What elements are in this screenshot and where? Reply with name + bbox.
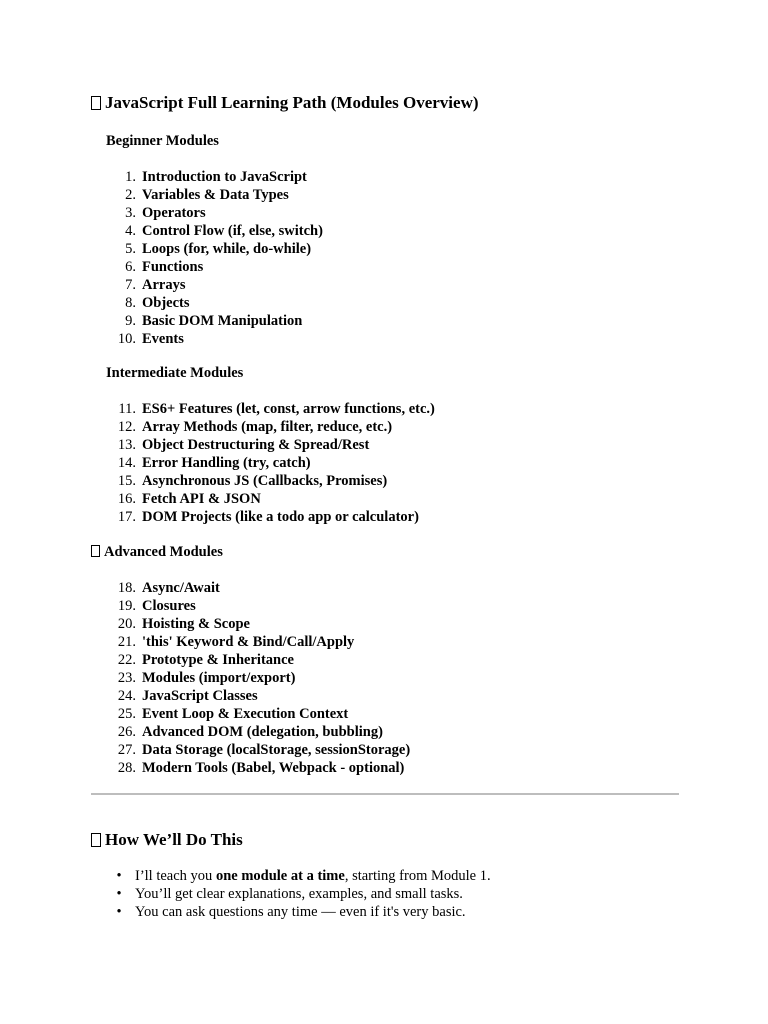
list-item-number: 1. xyxy=(125,169,136,185)
emoji-placeholder-icon xyxy=(91,96,101,110)
list-item xyxy=(91,669,410,687)
how-list-block xyxy=(91,867,491,921)
list-item xyxy=(91,418,435,436)
beginner-list-block xyxy=(91,168,323,348)
list-item-number: 20. xyxy=(117,616,136,632)
list-item xyxy=(91,759,410,777)
title-block xyxy=(91,92,479,114)
list-item xyxy=(91,312,323,330)
list-item-label: Error Handling (try, catch) xyxy=(142,455,311,471)
list-item-label: 'this' Keyword & Bind/Call/Apply xyxy=(142,634,355,650)
list-item-label: Objects xyxy=(142,295,190,311)
list-item-number: 5. xyxy=(125,241,136,257)
list-item-number: 8. xyxy=(125,295,136,311)
list-item xyxy=(91,294,323,312)
list-item-label: Object Destructuring & Spread/Rest xyxy=(142,437,370,453)
list-item xyxy=(91,687,410,705)
page-title-text: JavaScript Full Learning Path (Modules Overview) xyxy=(105,93,479,112)
list-item-label: Hoisting & Scope xyxy=(142,616,250,632)
list-item xyxy=(91,615,410,633)
beginner-heading: Beginner Modules xyxy=(106,133,219,149)
list-item xyxy=(91,276,323,294)
list-item-label: JavaScript Classes xyxy=(142,688,258,704)
list-item-label: Closures xyxy=(142,598,196,614)
list-item xyxy=(91,705,410,723)
list-item-number: 22. xyxy=(117,652,136,668)
list-item-label: DOM Projects (like a todo app or calculator) xyxy=(142,509,419,525)
list-item-number: 12. xyxy=(117,419,136,435)
advanced-heading xyxy=(91,543,223,561)
list-item-number: 26. xyxy=(117,724,136,740)
list-item-label: Data Storage (localStorage, sessionStorage) xyxy=(142,742,411,758)
advanced-heading-text: Advanced Modules xyxy=(104,544,223,560)
advanced-list-block xyxy=(91,579,410,777)
list-item-label: Modern Tools (Babel, Webpack - optional) xyxy=(142,760,405,776)
list-item-label: Introduction to JavaScript xyxy=(142,169,307,185)
list-item-number: 6. xyxy=(125,259,136,275)
list-item-label: ES6+ Features (let, const, arrow functions, etc.) xyxy=(142,401,435,417)
list-item-number: 14. xyxy=(117,455,136,471)
list-item-number: 13. xyxy=(117,437,136,453)
list-item-label: Array Methods (map, filter, reduce, etc.) xyxy=(142,419,393,435)
list-item-number: 2. xyxy=(125,187,136,203)
list-item-label: Events xyxy=(142,331,184,347)
list-item xyxy=(91,633,410,651)
list-item-label: Loops (for, while, do-while) xyxy=(142,241,312,257)
how-heading-text: How We’ll Do This xyxy=(105,830,243,849)
horizontal-rule xyxy=(91,793,679,795)
list-item xyxy=(91,723,410,741)
how-list xyxy=(91,867,491,921)
list-item xyxy=(91,579,410,597)
list-item xyxy=(91,400,435,418)
bullet-text: You’ll get clear explanations, examples, and small tasks. xyxy=(135,886,463,902)
emoji-placeholder-icon xyxy=(91,833,101,847)
list-item-number: 15. xyxy=(117,473,136,489)
list-item xyxy=(91,330,323,348)
list-item-number: 16. xyxy=(117,491,136,507)
list-item xyxy=(91,204,323,222)
how-heading xyxy=(91,829,243,851)
list-item-number: 7. xyxy=(125,277,136,293)
list-item-number: 19. xyxy=(117,598,136,614)
list-item-number: 27. xyxy=(117,742,136,758)
bullet-icon: • xyxy=(116,904,122,920)
intermediate-list xyxy=(91,400,435,526)
list-item-number: 17. xyxy=(117,509,136,525)
list-item xyxy=(91,741,410,759)
list-item-number: 21. xyxy=(117,634,136,650)
bullet-text-post: , starting from Module 1. xyxy=(344,868,491,884)
list-item xyxy=(91,240,323,258)
list-item xyxy=(91,885,491,903)
intermediate-heading-block xyxy=(106,364,243,382)
list-item-label: Asynchronous JS (Callbacks, Promises) xyxy=(142,473,388,489)
list-item-number: 18. xyxy=(117,580,136,596)
list-item-number: 4. xyxy=(125,223,136,239)
advanced-list xyxy=(91,579,410,777)
bullet-text: You can ask questions any time — even if it's very basic. xyxy=(135,904,466,920)
list-item xyxy=(91,168,323,186)
list-item-number: 11. xyxy=(118,401,136,417)
list-item xyxy=(91,903,491,921)
list-item-number: 28. xyxy=(117,760,136,776)
list-item xyxy=(91,508,435,526)
list-item-label: Fetch API & JSON xyxy=(142,491,261,507)
list-item-number: 24. xyxy=(117,688,136,704)
list-item-label: Variables & Data Types xyxy=(142,187,289,203)
bullet-text xyxy=(135,867,491,885)
list-item-number: 9. xyxy=(125,313,136,329)
list-item-label: Advanced DOM (delegation, bubbling) xyxy=(142,724,383,740)
list-item-label: Functions xyxy=(142,259,204,275)
emoji-placeholder-icon xyxy=(91,545,100,557)
list-item-label: Arrays xyxy=(142,277,186,293)
list-item-number: 25. xyxy=(117,706,136,722)
list-item-label: Basic DOM Manipulation xyxy=(142,313,303,329)
list-item xyxy=(91,436,435,454)
list-item-label: Async/Await xyxy=(142,580,220,596)
list-item-number: 23. xyxy=(117,670,136,686)
bullet-icon: • xyxy=(116,868,122,884)
list-item xyxy=(91,651,410,669)
list-item-label: Operators xyxy=(142,205,206,221)
list-item-label: Event Loop & Execution Context xyxy=(142,706,349,722)
list-item xyxy=(91,867,491,885)
how-heading-block xyxy=(91,829,243,851)
beginner-heading-block xyxy=(106,132,219,150)
beginner-list xyxy=(91,168,323,348)
bullet-text-bold: one module at a time xyxy=(215,868,345,884)
intermediate-heading: Intermediate Modules xyxy=(106,365,244,381)
list-item-number: 3. xyxy=(125,205,136,221)
advanced-heading-block xyxy=(91,543,223,561)
list-item-label: Modules (import/export) xyxy=(142,670,296,686)
list-item-label: Control Flow (if, else, switch) xyxy=(142,223,323,239)
bullet-text-pre: I’ll teach you xyxy=(135,868,216,884)
list-item xyxy=(91,472,435,490)
bullet-icon: • xyxy=(116,886,122,902)
list-item xyxy=(91,258,323,276)
intermediate-list-block xyxy=(91,400,435,526)
page-title xyxy=(91,92,479,114)
list-item xyxy=(91,222,323,240)
list-item xyxy=(91,186,323,204)
list-item xyxy=(91,490,435,508)
list-item xyxy=(91,454,435,472)
list-item-label: Prototype & Inheritance xyxy=(142,652,294,668)
list-item-number: 10. xyxy=(117,331,136,347)
divider-block xyxy=(91,793,679,795)
list-item xyxy=(91,597,410,615)
